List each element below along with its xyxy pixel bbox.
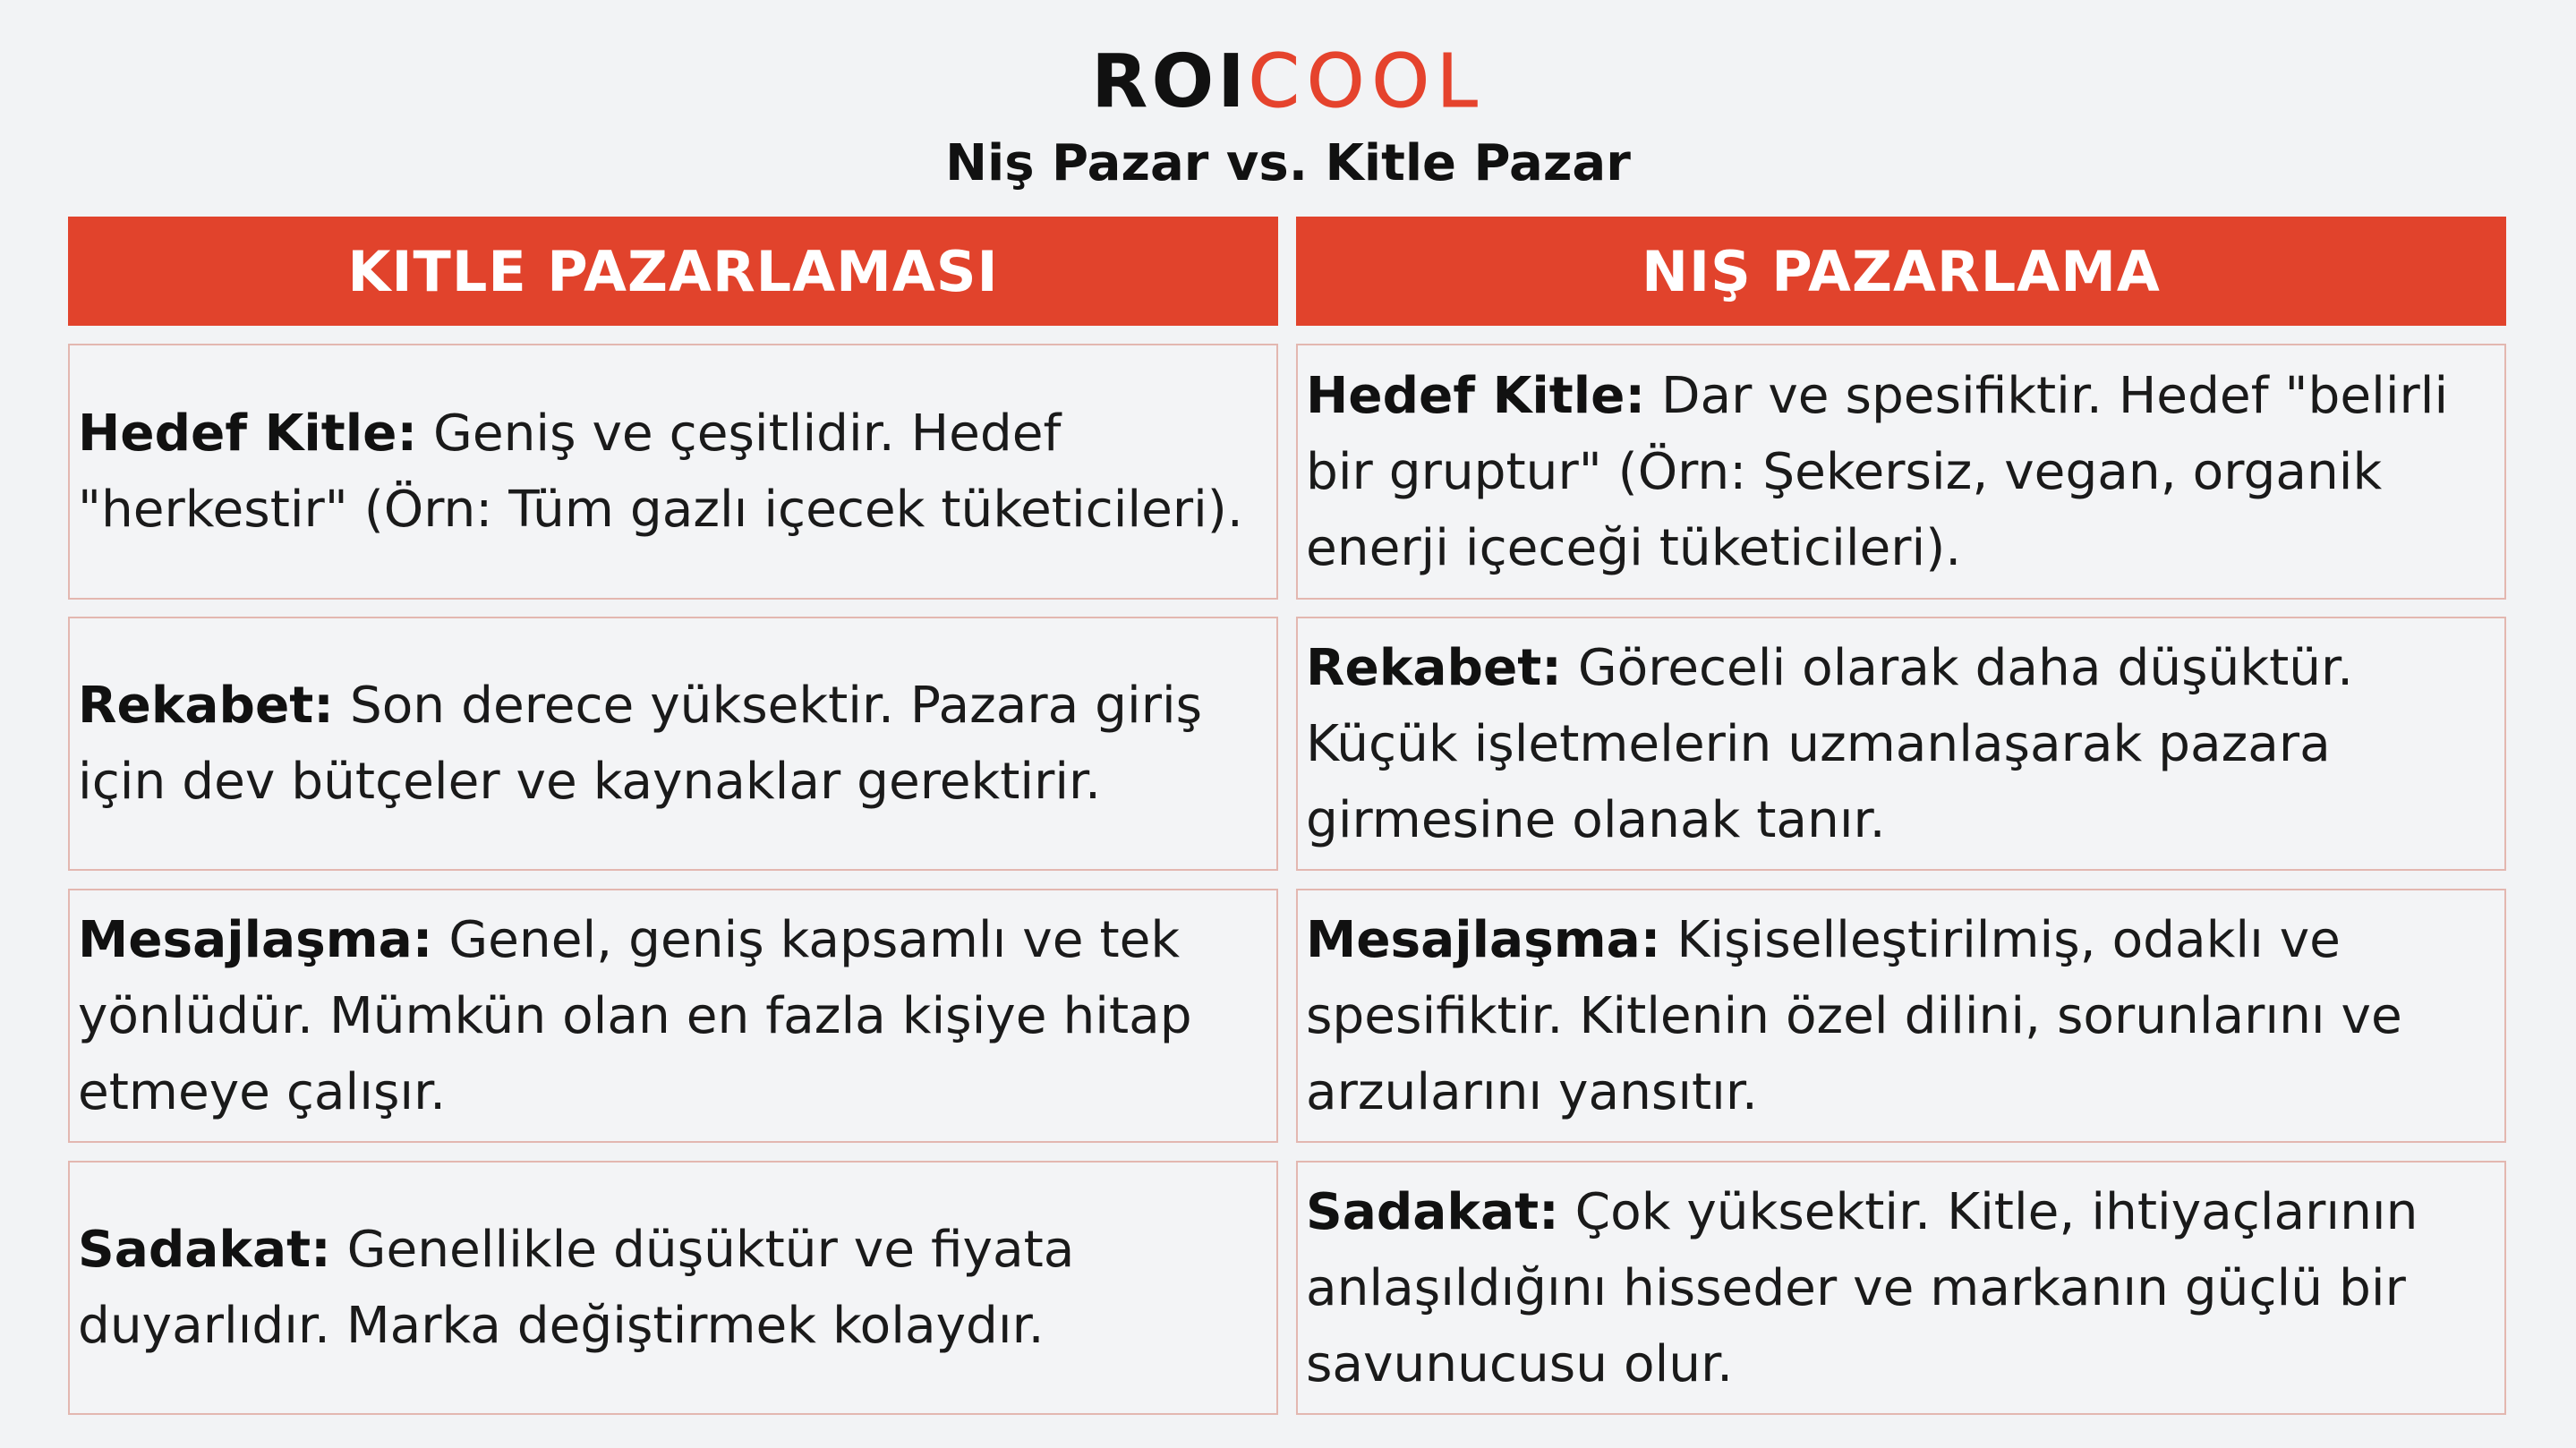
niche-messaging-cell [1296, 889, 2506, 1143]
mass-competition-cell [68, 617, 1278, 871]
cell-text [78, 902, 1269, 1130]
cell-body: Dar ve spesifiktir. Hedef "belirli bir gruptur" (Örn: Şekersiz, vegan, organik enerji içeceği tüketicileri). [1306, 366, 2449, 577]
cell-body: Genel, geniş kapsamlı ve tek yönlüdür. Mümkün olan en fazla kişiye hitap etmeye çalışır. [78, 910, 1192, 1121]
logo-text-roi: ROI [1091, 39, 1249, 124]
column-header-niche-marketing: NIŞ PAZARLAMA [1296, 217, 2506, 326]
cell-text [1306, 1174, 2497, 1402]
cell-label: Hedef Kitle: [78, 405, 418, 463]
cell-text [78, 1212, 1269, 1364]
logo-text-cool: COOL [1248, 39, 1485, 124]
cell-label: Rekabet: [1306, 638, 1562, 697]
niche-competition-cell [1296, 617, 2506, 871]
mass-messaging-cell [68, 889, 1278, 1143]
mass-target-audience-cell [68, 344, 1278, 600]
cell-body: Geniş ve çeşitlidir. Hedef "herkestir" (Örn: Tüm gazlı içecek tüketicileri). [78, 405, 1243, 539]
cell-text [78, 668, 1269, 820]
cell-body: Kişiselleştirilmiş, odaklı ve spesifiktir. Kitlenin özel dilini, sorunlarını ve arzularını yansıtır. [1306, 910, 2402, 1121]
cell-label: Rekabet: [78, 677, 334, 735]
cell-body: Çok yüksektir. Kitle, ihtiyaçlarının anlaşıldığını hisseder ve markanın güçlü bir savunucusu olur. [1306, 1182, 2418, 1393]
cell-text [1306, 902, 2497, 1130]
roicool-logo [1091, 39, 1484, 125]
cell-label: Mesajlaşma: [78, 910, 433, 969]
cell-label: Hedef Kitle: [1306, 366, 1646, 425]
cell-body: Göreceli olarak daha düşüktür. Küçük işletmelerin uzmanlaşarak pazara girmesine olanak tanır. [1306, 638, 2354, 849]
cell-text [1306, 630, 2497, 858]
cell-label: Sadakat: [1306, 1182, 1559, 1241]
column-header-mass-marketing: KITLE PAZARLAMASI [68, 217, 1278, 326]
cell-text [1306, 358, 2497, 586]
page-title: Niş Pazar vs. Kitle Pazar [945, 134, 1631, 192]
cell-label: Sadakat: [78, 1221, 331, 1279]
cell-body: Son derece yüksektir. Pazara giriş için dev bütçeler ve kaynaklar gerektirir. [78, 677, 1203, 811]
cell-body: Genellikle düşüktür ve fiyata duyarlıdır. Marka değiştirmek kolaydır. [78, 1221, 1075, 1355]
cell-label: Mesajlaşma: [1306, 910, 1661, 969]
header [0, 39, 2576, 192]
cell-text [78, 396, 1269, 548]
niche-loyalty-cell [1296, 1161, 2506, 1415]
niche-target-audience-cell [1296, 344, 2506, 600]
mass-loyalty-cell [68, 1161, 1278, 1415]
